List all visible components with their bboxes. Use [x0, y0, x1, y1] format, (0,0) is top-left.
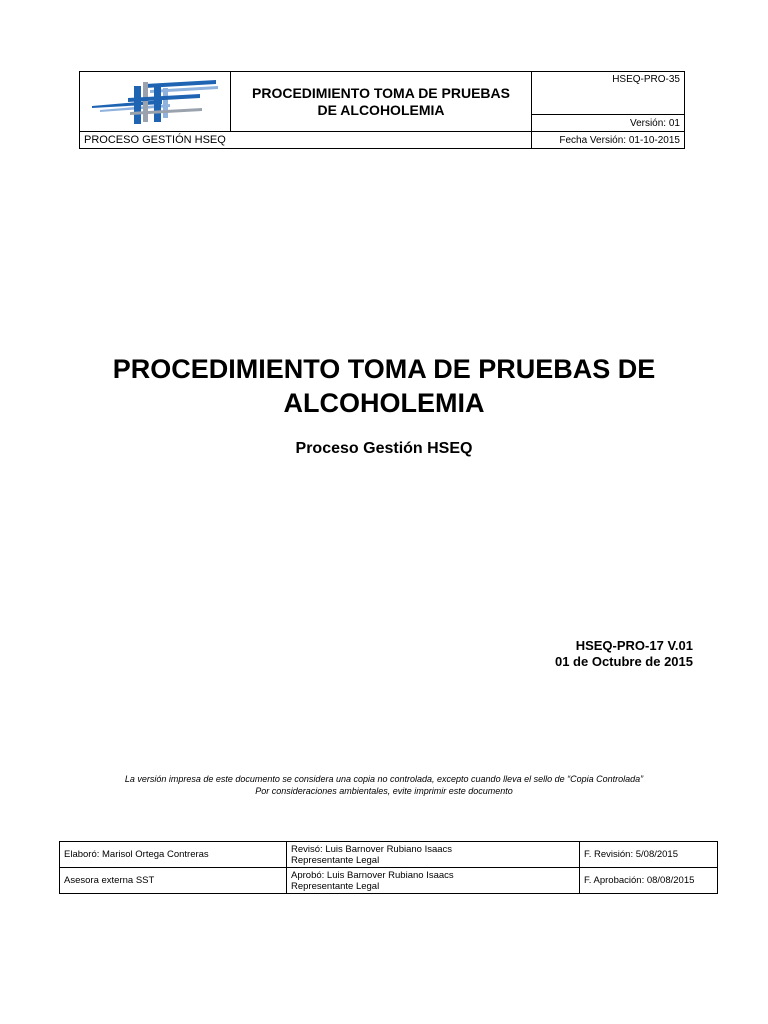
- cover-title: [60, 352, 708, 420]
- company-logo-icon: [90, 78, 220, 126]
- prepared-by: Elaboró: Marisol Ortega Contreras: [60, 842, 287, 868]
- cover-title-line2: ALCOHOLEMIA: [283, 388, 485, 418]
- approval-row: [60, 842, 718, 868]
- approved-by-name: Aprobó: Luis Barnover Rubiano Isaacs: [291, 869, 454, 881]
- header-version: Versión: 01: [532, 115, 685, 132]
- header-code: HSEQ-PRO-35: [532, 72, 685, 115]
- header-process: PROCESO GESTIÓN HSEQ: [80, 132, 532, 149]
- reviewed-by-role: Representante Legal: [291, 854, 380, 866]
- approval-date: F. Aprobación: 08/08/2015: [580, 868, 718, 894]
- document-code-block: [555, 638, 693, 670]
- document-code: HSEQ-PRO-17 V.01: [575, 638, 693, 653]
- notice-line1: La versión impresa de este documento se considera una copia no controlada, excepto cuando lleva el sello de “Copia Controlada”: [124, 774, 644, 784]
- reviewed-by: [287, 842, 580, 868]
- approval-table: [59, 841, 718, 894]
- approved-by-role: Representante Legal: [291, 880, 380, 892]
- cover-title-line1: PROCEDIMIENTO TOMA DE PRUEBAS DE: [112, 354, 656, 384]
- header-version-date: Fecha Versión: 01-10-2015: [532, 132, 685, 149]
- approved-by: [287, 868, 580, 894]
- document-header: [79, 71, 685, 149]
- header-title-line1: PROCEDIMIENTO TOMA DE PRUEBAS: [252, 84, 510, 101]
- review-date: F. Revisión: 5/08/2015: [580, 842, 718, 868]
- header-title: [231, 72, 532, 132]
- header-title-line2: DE ALCOHOLEMIA: [317, 101, 445, 118]
- approval-row: [60, 868, 718, 894]
- preparer-role: Asesora externa SST: [60, 868, 287, 894]
- controlled-copy-notice: [40, 773, 728, 797]
- notice-line2: Por consideraciones ambientales, evite imprimir este documento: [255, 786, 513, 796]
- logo-cell: [80, 72, 231, 132]
- cover-subtitle: Proceso Gestión HSEQ: [295, 440, 473, 457]
- document-date: 01 de Octubre de 2015: [554, 654, 693, 669]
- reviewed-by-name: Revisó: Luis Barnover Rubiano Isaacs: [291, 843, 453, 855]
